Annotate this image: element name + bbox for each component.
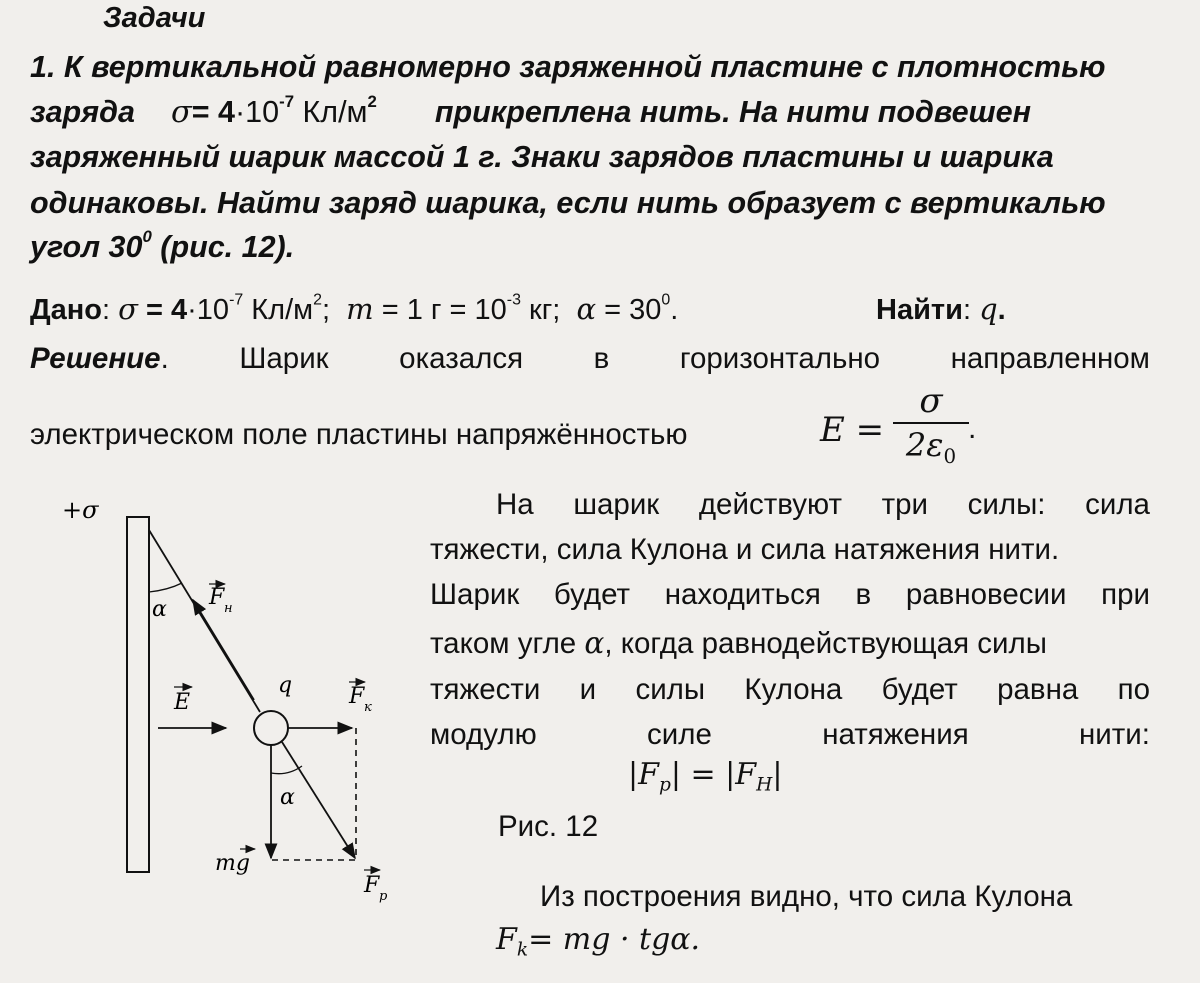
problem-line-1: 1. К вертикальной равномерно заряженной пластине с плотностью bbox=[30, 50, 1106, 84]
fraction-denominator: $2\varepsilon_0$ bbox=[893, 422, 969, 466]
alpha-top-label: α bbox=[152, 597, 167, 622]
right-line-4: таком угле α, когда равнодействующая силы bbox=[430, 626, 1047, 660]
fraction-numerator: σ bbox=[919, 381, 943, 421]
charged-plate bbox=[127, 517, 149, 872]
right-line-1: На шарик действуют три силы: сила bbox=[496, 488, 1150, 521]
right-line-6: модулю силе натяжения нити: bbox=[430, 718, 1150, 751]
problem-line-4: одинаковы. Найти заряд шарика, если нить образует с вертикалью bbox=[30, 186, 1106, 220]
given-line: Дано: $\sigma = 4\cdot 10^{-7}$ $Кл/м^2$; m = 1 $г = 10^{-3}$ кг; $\alpha = 30^0$. bbox=[30, 291, 679, 326]
charged-ball bbox=[254, 711, 288, 745]
right-line-5: тяжести и силы Кулона будет равна по bbox=[430, 673, 1150, 706]
resultant-label bbox=[363, 870, 388, 904]
find-label: Найти: q. bbox=[876, 292, 1006, 326]
problem-line-2: заряда $\sigma= 4\cdot 10^{-7}$ $Кл/м^2$ прикреплена нить. На нити подвешен bbox=[30, 91, 1032, 130]
top-angle-arc bbox=[149, 583, 182, 592]
field-formula-lhs: E = bbox=[820, 410, 885, 450]
field-label bbox=[173, 687, 192, 715]
svg-text:р: р bbox=[379, 889, 388, 904]
problem-line-3: заряженный шарик массой 1 г. Знаки зарядов пластины и шарика bbox=[30, 140, 1054, 174]
modulus-equation: $|F_p| = |F_H|$ bbox=[628, 757, 783, 796]
solution-line-2: электрическом поле пластины напряжённостью bbox=[30, 418, 688, 451]
section-heading: Задачи bbox=[103, 2, 206, 34]
svg-text:F: F bbox=[209, 585, 225, 610]
svg-text:F: F bbox=[349, 684, 365, 709]
ball-charge-label: q bbox=[278, 673, 293, 698]
right-line-2: тяжести, сила Кулона и сила натяжения нити. bbox=[430, 533, 1060, 566]
solution-line-1: Решение. Шарик оказался в горизонтально направленном bbox=[30, 342, 1150, 375]
gravity-label bbox=[215, 849, 255, 876]
svg-text:н: н bbox=[224, 601, 233, 616]
svg-text:к: к bbox=[364, 700, 372, 715]
formula-period: . bbox=[968, 412, 977, 445]
alpha-bottom-label: α bbox=[280, 785, 295, 810]
figure-caption: Рис. 12 bbox=[498, 810, 599, 843]
right-line-3: Шарик будет находиться в равновесии при bbox=[430, 578, 1150, 611]
coulomb-label bbox=[348, 682, 372, 715]
problem-line-5: угол $30^0$ (рис. 12). bbox=[30, 226, 295, 264]
tension-label bbox=[208, 584, 233, 616]
conclusion-line: Из построения видно, что сила Кулона bbox=[540, 880, 1073, 913]
svg-text:E: E bbox=[174, 690, 191, 715]
coulomb-formula: $F_k=$ mg · tgα. bbox=[496, 922, 701, 961]
svg-text:F: F bbox=[364, 873, 380, 898]
plus-sigma-label: +σ bbox=[62, 496, 99, 524]
svg-text:mg: mg bbox=[215, 851, 250, 876]
